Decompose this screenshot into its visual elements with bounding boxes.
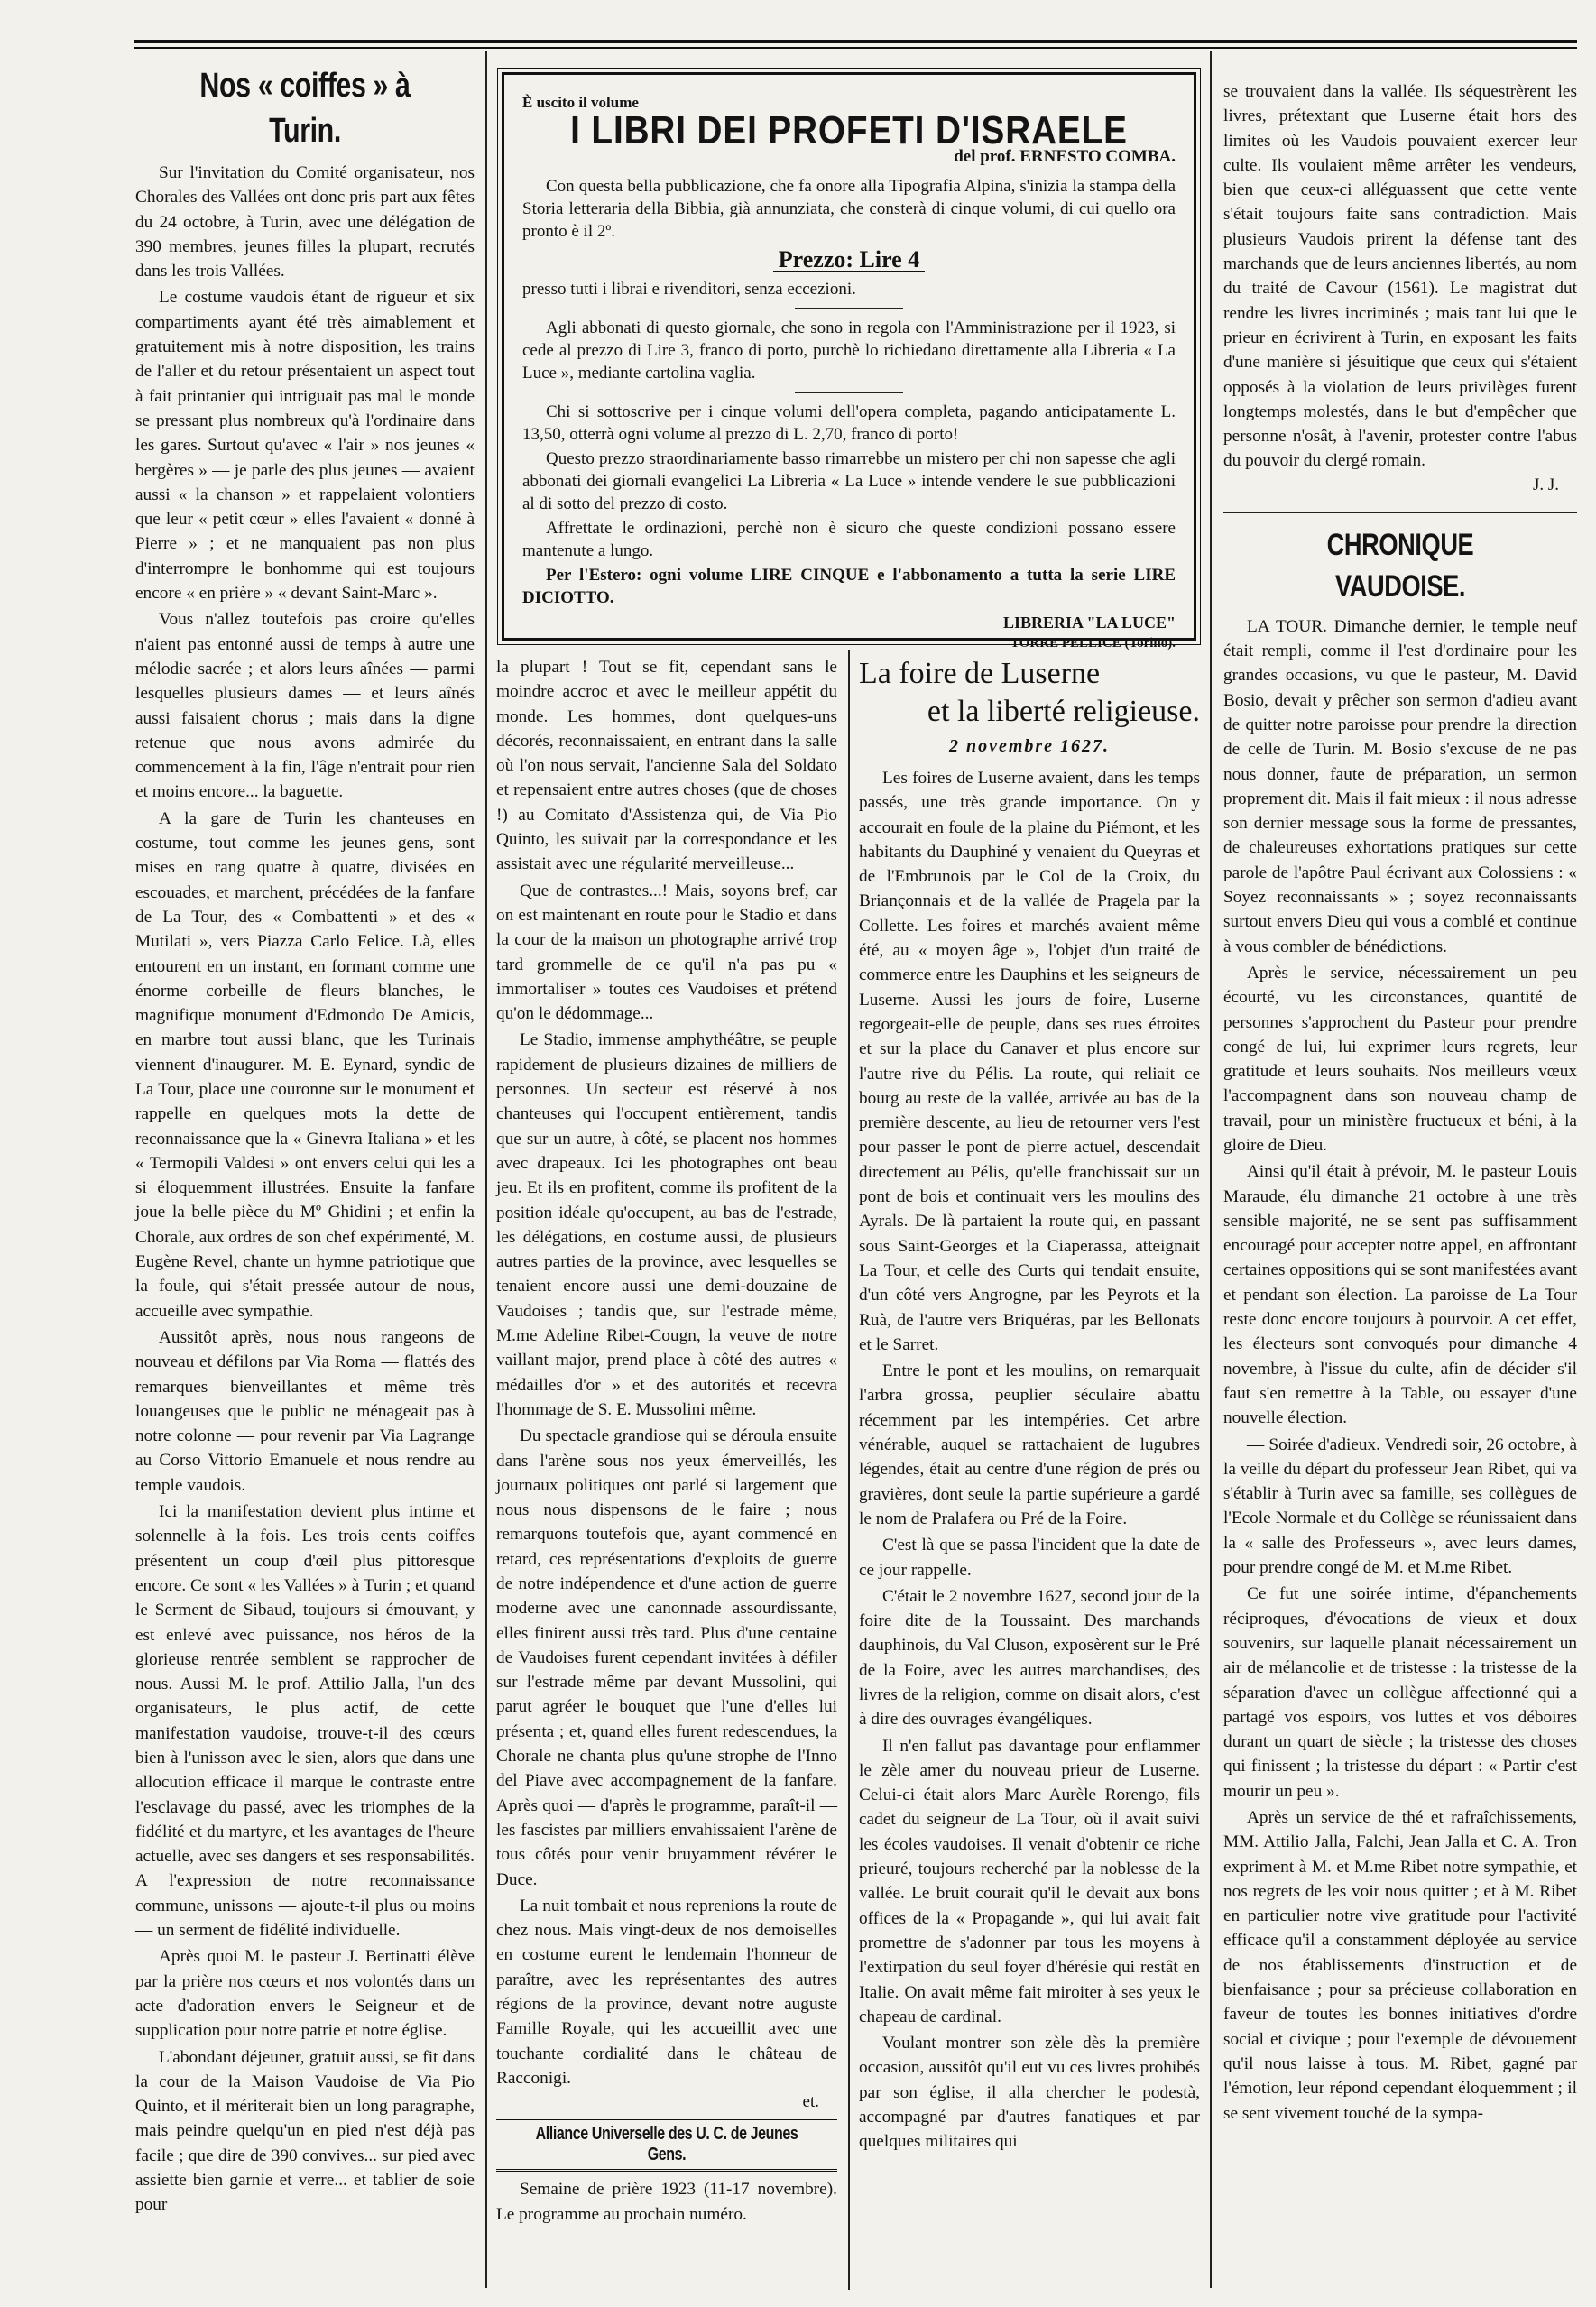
ad-divider [795,392,903,393]
ad-paragraph: Chi si sottoscrive per i cinque volumi dell'opera completa, pagando anticipatamente L. 13,50, otterrà ogni volume al prezzo di L. 2,70, franco di porto! [522,402,1176,444]
section-title: CHRONIQUE VAUDOISE. [1326,527,1474,604]
paragraph: Le Stadio, immense amphythéâtre, se peuple rapidement de plusieurs dizaines de milliers de personnes. Un secteur est réservé à nos chanteuses qui l'occupent entièrement, tandis que sur un autre, à côté, se placent nos hommes avec drapeaux. Ici les photographes ont beau jeu. Et ils en profitent, comme ils profitent de la position idéale qu'occupent, au bas de l'estrade, les délégations, en costume aussi, de plusieurs autres parties de la province, avec lesquelles se tenaient encore aussi une demi-douzaine de Vaudoises ; tandis que, sur l'estrade même, M.me Adeline Ribet-Cougn, la veuve de notre vaillant major, prend place à côté des autres « médailles d'or » et des autorités et recevra l'hommage de S. E. Mussolini même. [496,1030,837,1419]
ad-kicker: È uscito il volume [522,94,639,111]
paragraph: Voulant montrer son zèle dès la première occasion, aussitôt qu'il eut vu ces livres prohibés par son église, il alla chercher le podestà, accompagné par d'autres fanatiques et par quelques militaires qui [859,2034,1200,2152]
ad-paragraph: Questo prezzo straordinariamente basso rimarrebbe un mistero per chi non sapesse che agli abbonati dei giornali evangelici La Libreria « La Luce » intende vendere le sue pubblicazioni al di sotto del prezzo di costo. [522,449,1176,513]
top-rule-thin [134,47,1577,49]
article-body [135,161,475,2218]
article-continued [1223,79,1577,474]
article-body [859,766,1200,2155]
ad-paragraph: Per l'Estero: ogni volume LIRE CINQUE e l'abbonamento a tutta la serie LIRE DICIOTTO. [522,566,1176,607]
paragraph: Que de contrastes...! Mais, soyons bref, car on est maintenant en route pour le Stadio et dans la cour de la maison un photographe arrivé trop tard grommelle de ce qu'il n'a pas pu « immortaliser » toutes ces Vaudoises et prétend qu'on le dédommage... [496,881,837,1024]
paragraph: Ainsi qu'il était à prévoir, M. le pasteur Louis Maraude, élu dimanche 21 octobre à une très sensible majorité, ne se sent pas suffisamment encouragé pour accepter notre appel, en affrontant certaines oppositions qui se sont manifestées avant et pendant son élection. La paroisse de La Tour reste donc encore toujours à pourvoir. A cet effet, les électeurs sont convoqués pour dimanche 4 novembre, à l'issue du culte, afin de décider s'il faut s'en remettre à la Table, ou essayer d'une nouvelle élection. [1223,1162,1577,1428]
column-4 [1223,79,1577,2127]
signature: J. J. [1532,475,1559,494]
paragraph: A la gare de Turin les chanteuses en costume, tout comme les jeunes gens, sont mises en rang quatre à quatre, divisées en escouades, et marchent, précédées de la fanfare de La Tour, des « Combattenti » et des « Mutilati », vers Piazza Carlo Felice. Là, elles entourent en un instant, en formant comme une énorme corbeille de fleurs blanches, le magnifique monument d'Edmondo De Amicis, en marbre tout aussi blanc, que les Turinais viennent d'inaugurer. M. E. Eynard, syndic de La Tour, place une couronne sur le monument et rappelle en quelques mots la dette de reconnaissance que la « Ginevra Italiana » et les « Termopili Valdesi » ont envers celui qui les a si éloquemment illustrées. Ensuite la fanfare joue la belle pièce du Mº Ghidini ; et enfin la Chorale, aux ordres de son chef expérimenté, M. Eugène Revel, chante un hymne patriotique que la foule, qui s'était pressée autour de nous, accueille avec sympathie. [135,808,475,1321]
paragraph: Il n'en fallut pas davantage pour enflammer le zèle amer du nouveau prieur de Luserne. Celui-ci était alors Marc Aurèle Rorengo, fils cadet du seigneur de La Tour, où il avait suivi les écoles vaudoises. Il venait d'obtenir ce riche prieuré, toujours recherché par la noblesse de la vallée. Le bruit courait qu'il le devait aux bons offices de la « Propagande », qui lui avait fait promettre de s'adonner par tous les moyens à l'extirpation du seul foyer d'hérésie qui restât en Italie. On avait même fait miroiter à ses yeux le chapeau de cardinal. [859,1736,1200,2026]
ad-paragraph: Agli abbonati di questo giornale, che sono in regola con l'Amministrazione per il 1923, si cede al prezzo di Lire 3, franco di porto, purchè lo richiedano direttamente alla Libreria « La Luce », mediante cartolina vaglia. [522,318,1176,383]
ad-price-text: Prezzo: Lire 4 [773,248,925,272]
paragraph: — Soirée d'adieux. Vendredi soir, 26 octobre, à la veille du départ du professeur Jean Ribet, qui va s'établir à Turin avec sa famille, ses collègues de l'Ecole Normale et du Collège se réunissaient dans la « salle des Professeurs », avec leurs dames, pour prendre congé de M. et M.me Ribet. [1223,1435,1577,1578]
paragraph: Après un service de thé et rafraîchissements, MM. Attilio Jalla, Falchi, Jean Jalla et C. A. Tron expriment à M. et M.me Ribet notre sympathie, et nos regrets de les voir nous quitter ; et à M. Ribet en particulier notre vive gratitude pour l'activité efficace qu'il a constamment déployée au service de nos établissements d'instruction et de bienfaisance ; pour sa précieuse collaboration en faveur de toutes les bonnes initiatives d'ordre social et civique ; pour l'exemple de dévouement qu'il nous laisse à tous. M. Ribet, gagné par l'émotion, leur répond cependant éloquemment ; il se sent vivement touché de la sympa- [1223,1808,1577,2123]
column-divider [848,650,850,2290]
ad-paragraph: Affrettate le ordinazioni, perchè non è sicuro che queste condizioni possano essere mantenute a lungo. [522,519,1176,560]
ad-divider [795,308,903,309]
paragraph: la plupart ! Tout se fit, cependant sans le moindre accroc et avec le meilleur appétit du monde. Les hommes, dont quelques-uns décorés, reconnaissaient, en entrant dans la salle où l'on nous servait, l'ancienne Sala del Soldato et repensaient entre autres choses (que de choses !) au Comitato d'Assistenza qui, de Via Pio Quinto, les suivait par la correspondance et les assistait avec une régularité merveilleuse... [496,658,837,874]
paragraph: C'est là que se passa l'incident que la date de ce jour rappelle. [859,1536,1200,1580]
paragraph: Les foires de Luserne avaient, dans les temps passés, une très grande importance. On y accourait en foule de la plaine du Piémont, et les habitants du Dauphiné y venaient du Queyras et de l'Embrunois par le Col de la Croix, du Briançonnais et de la vallée de Pragela par la Collette. Les foires et marchés avaient même été, au « moyen âge », l'objet d'un traité de commerce entre les Dauphins et les seigneurs de Luserne. Aussi les jours de foire, Luserne regorgeait-elle de peuple, dans ses rues étroites et sur la place du Canaver et plus encore sur l'autre rive du Pélis. La route, qui reliait ce bourg au reste de la vallée, arrivée au bas de la première descente, au lieu de retourner vers l'est pour passer le pont de pierre actuel, descendait directement au Pélis, qu'elle franchissait sur un pont de bois et continuait vers les moulins des Ayrals. De là partaient la route qui, en passant sous Saint-Georges et la Ciaperassa, atteignait La Tour, et celle des Curts qui tendait ensuite, d'un côté vers Angrogne, par les Peyrots et la Ruà, de l'autre vers Briquéras, par les Bellonats et le Sarret. [859,769,1200,1354]
column-divider [1210,51,1212,2288]
paragraph: Aussitôt après, nous nous rangeons de nouveau et défilons par Via Roma — flattés des remarques bienveillantes et même très louangeuses que le public ne ménageait pas à notre colonne — pour revenir par Via Lagrange au Corso Vittorio Emanuele et nous rendre au temple vaudois. [135,1327,475,1495]
paragraph: Après le service, nécessairement un peu écourté, vu les circonstances, quantité de personnes s'approchent du Pasteur pour prendre congé de lui, lui exprimer leurs regrets, leur gratitude et leurs souhaits. Nos meilleurs vœux l'accompagnent dans son nouveau champ de travail, pour un ministère fructueux et béni, à la gloire de Dieu. [1223,963,1577,1155]
book-advertisement [502,72,1196,651]
ad-price [522,248,1176,272]
signature: et. [802,2092,819,2112]
column-2 [496,655,837,2229]
paragraph: Ici la manifestation devient plus intime et solennelle à la fois. Les trois cents coiffes présentent un coup d'œil plus pittoresque encore. Ce sont « les Vallées » à Turin ; et quand le Serment de Sibaud, toujours si émouvant, y est enlevé avec puissance, nos héros de la glorieuse rentrée semblent se rapprocher de nous. Aussi M. le prof. Attilio Jalla, l'un des organisateurs, le plus actif, de cette manifestation vaudoise, trouve-t-il des cœurs bien à l'unisson avec le sien, alors que dans une allocution efficace il marque le contraste entre l'esclavage du passé, avec les triomphes de la fidélité et du martyre, et les avantages de l'heure actuelle, avec ses dangers et ses responsabilités. A l'expression de notre reconnaissance commune, unissons — ajoute-t-il plus ou moins — un serment de fidélité individuelle. [135,1502,475,1941]
paragraph: Sur l'invitation du Comité organisateur, nos Chorales des Vallées ont donc pris part aux fêtes du 24 octobre, à Turin, avec une délégation de 390 membres, jeunes filles la plupart, recrutés dans les trois Vallées. [135,163,475,281]
column-divider [485,51,487,2288]
top-rule [134,40,1577,43]
ad-title: I LIBRI DEI PROFETI D'ISRAELE [570,108,1128,152]
notice-text: Semaine de prière 1923 (11-17 novembre). Le programme au prochain numéro. [496,2180,837,2224]
chronique-body [1223,614,1577,2126]
paragraph: C'était le 2 novembre 1627, second jour de la foire dite de la Toussaint. Des marchands dauphinois, du Val Cluson, exposèrent sur le Pré de la Foire, avec les autres marchandises, des livres de la religion, comme on disait alors, c'est à dire des ouvrages évangéliques. [859,1586,1200,1730]
ad-shop-name: LIBRERIA "LA LUCE" [1002,614,1176,632]
paragraph: LA TOUR. Dimanche dernier, le temple neuf était rempli, comme il l'est d'ordinaire pour les grandes occasions, vu que le pasteur, M. David Bosio, devait y prêcher son sermon d'adieu avant de quitter notre paroisse pour prendre la direction de celle de Turin. M. Bosio s'excuse de ne pas nous donner, faute de préparation, un sermon proprement dit. Mais il fait mieux : il nous adresse son dernier message sous la forme de pressantes, de chaleureuses exhortations pratiques sur cette parole de l'apôtre Paul écrivant aux Colossiens : « Soyez reconnaissants » ; soyez reconnaissants surtout envers Dieu qui vous a comblé et continue à vous combler de bénédictions. [1223,616,1577,956]
column-1 [135,63,475,2219]
paragraph: L'abondant déjeuner, gratuit aussi, se fit dans la cour de la Maison Vaudoise de Via Pio Quinto, et il mériterait bien un long paragraphe, mais peindre quelqu'un en pied n'est déjà pas facile ; que dire de 390 convives... sur pied avec assiette bien garnie et verre... et tablier de soie pour [135,2047,475,2215]
paragraph: Entre le pont et les moulins, on remarquait l'arbra grossa, peuplier séculaire abattu récemment par les intempéries. Cet arbre vénérable, auquel se rattachaient de lugubres légendes, était au centre d'une région de prés ou gravières, dont seule la partie supérieure a gardé le nom de Pralafera ou Pré de la Foire. [859,1361,1200,1528]
section-title: Alliance Universelle des U. C. de Jeunes Gens. [535,2124,798,2165]
ad-shop-address: TORRE PELLICE (Torino). [1010,636,1176,651]
ad-paragraph: presso tutti i librai e rivenditori, senza eccezioni. [522,280,856,299]
article-subtitle: et la liberté religieuse. [927,695,1200,728]
article-title: Nos « coiffes » à Turin. [199,67,411,150]
ad-author: del prof. ERNESTO COMBA. [954,147,1176,166]
paragraph: La nuit tombait et nous reprenions la route de chez nous. Mais vingt-deux de nos demoiselles en costume eurent le lendemain l'honneur de paraître, avec les représentantes des autres régions de la province, devant notre auguste Famille Royale, qui les accueillit avec une touchante cordialité dans le château de Racconigi. [496,1896,837,2088]
paragraph: Du spectacle grandiose qui se déroula ensuite dans l'arène sous nos yeux émerveillés, les journaux politiques ont parlé si largement que nous nous dispensons de le faire ; nous remarquons toutefois que, ayant commencé en retard, ces représentations d'exploits de guerre de notre indépendence et d'une action de guerre moderne avec une canonnade assourdissante, elles finirent aussi très tard. Plus d'une centaine de Vaudoises furent cependant invitées à défiler sur l'estrade même par devant Mussolini, qui parut agréer le bouquet que l'une d'elles lui présenta ; et, quand elles furent redescendues, la Chorale ne chanta plus qu'une strophe de l'Inno del Piave avec accompagnement de la fanfare. Après quoi — d'après le programme, paraît-il — les fascistes par milliers envahissaient l'arène de tous côtés pour venir bruyamment révérer le Duce. [496,1426,837,1889]
article-title: La foire de Luserne [859,657,1101,690]
column-3 [859,655,1200,2156]
paragraph: Ce fut une soirée intime, d'épanchements réciproques, d'évocations de vieux et doux souvenirs, sur laquelle planait nécessairement un air de mélancolie et de tristesse : la tristesse de la séparation d'avec un collègue affectionné qui a partagé vos espoirs, vos luttes et vos déboires durant un quart de siècle ; la tristesse des choses qui finissent ; la tristesse du départ : « Partir c'est mourir un peu ». [1223,1584,1577,1801]
paragraph: Vous n'allez toutefois pas croire qu'elles n'aient pas entonné aussi de temps à autre une mélodie sacrée ; et alors leurs aînées — parmi lesquelles plusieurs dames — et leurs aînés aussi faisaient chorus ; mais dans la digne retenue que nous avons admirée du commencement à la fin, l'âge n'entrait pour rien et moins encore... la baguette. [135,610,475,802]
paragraph: se trouvaient dans la vallée. Ils séquestrèrent les livres, prétextant que Luserne était hors des limites où les Vaudois pouvaient exercer leur culte. Ils voulaient même arrêter les vendeurs, bien que ceux-ci alléguassent que cette vente s'était toujours faite sans contradiction. Mais plusieurs Vaudois prirent la défense tant des marchands que de leurs anciennes libertés, au nom du traité de Cavour (1561). Le magistrat dut rendre les livres incriminés ; mais tant lui que le prieur en écrivirent à Turin, en exposant les faits d'une manière si jésuitique que ceux qui s'étaient opposés à la violation de leurs privilèges furent longtemps molestés, dans le but d'empêcher que personne n'osât, à l'avenir, protester contre l'abus du pouvoir du clergé romain. [1223,82,1577,471]
paragraph: Après quoi M. le pasteur J. Bertinatti élève par la prière nos cœurs et nos volontés dans un acte d'adoration envers le Seigneur et de supplication pour notre patrie et notre église. [135,1947,475,2041]
section-divider [1223,512,1577,513]
article-continued [496,655,837,2090]
section-header-box [496,2118,837,2172]
article-date: 2 novembre 1627. [948,736,1111,756]
ad-paragraph: Con questa bella pubblicazione, che fa onore alla Tipografia Alpina, s'inizia la stampa della Storia letteraria della Bibbia, già annunziata, che consterà di cinque volumi, di cui quello ora pronto è il 2º. [522,177,1176,241]
paragraph: Le costume vaudois étant de rigueur et six compartiments ayant été très aimablement et gratuitement mis à notre disposition, les trains de l'aller et du retour présentaient un aspect tout à fait printanier qui intriguait pas mal le monde se pressant plus nombreux qu'à l'ordinaire dans les gares. Surtout qu'avec « l'air » nos jeunes « bergères » — je parle des plus jeunes — avaient aussi « la chanson » et rappelaient volontiers que leur « petit cœur » elles l'avaient « donné à Pierre » ; et ne manquaient pas non plus d'interrompre le bonhomme qui est toujours encore « en prière » « devant Saint-Marc ». [135,288,475,604]
